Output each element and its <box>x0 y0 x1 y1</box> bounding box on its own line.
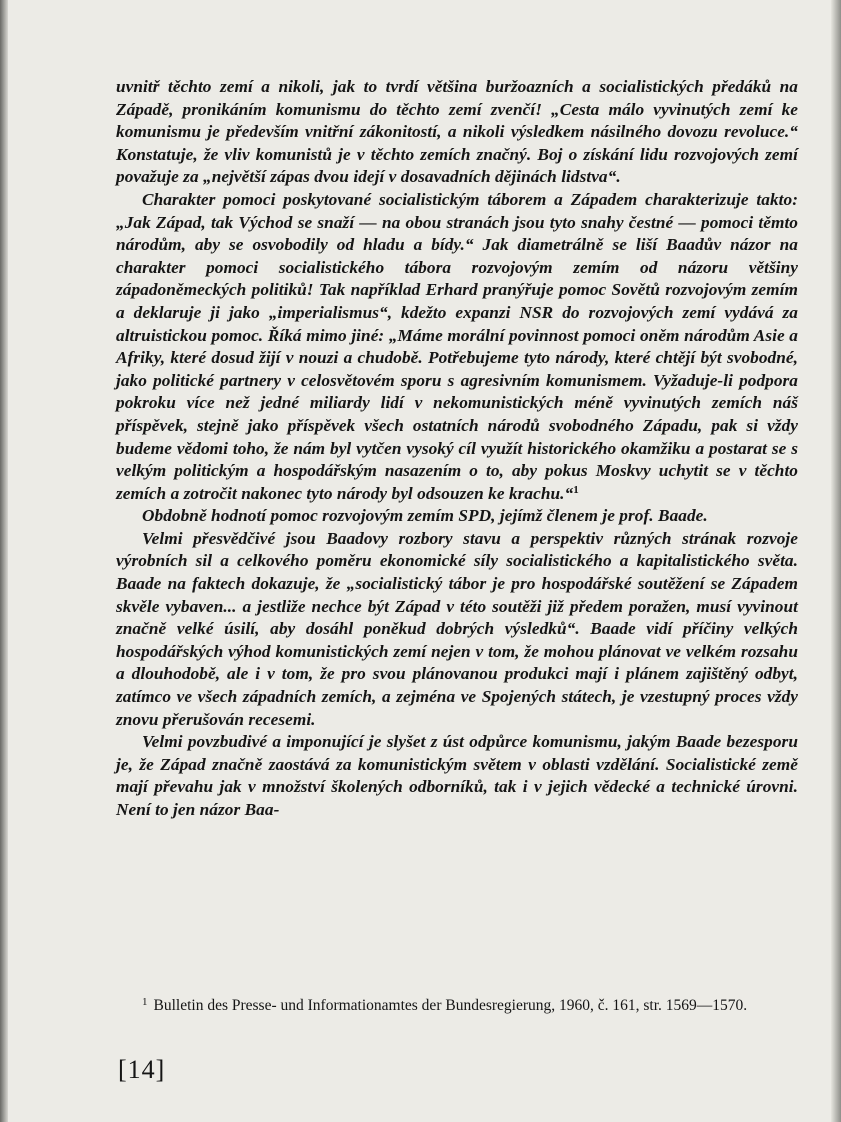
footnote <box>116 992 798 1016</box>
paragraph-2-text: Charakter pomoci poskytované socialistickým táborem a Západem charakterizuje takto: „Jak Západ, tak Východ se snaží — na obou stranách jsou tyto snahy čestné — pomoci těmto národům, aby se osvobodily od hladu a bídy.“ Jak diametrálně se liší Baadův názor na charakter pomoci socialistického tábora rozvojovým zemím od názoru většiny západoněmeckých politiků! Tak například Erhard pranýřuje pomoc Sovětů rozvojovým zemím a deklaruje ji jako „imperialismus“, kdežto expanzi NSR do rozvojových zemí vydává za altruistickou pomoc. Říká mimo jiné: „Máme morální povinnost pomoci oněm národům Asie a Afriky, které dosud žijí v nouzi a chudobě. Potřebujeme tyto národy, které chtějí být svobodné, jako politické partnery v celosvětovém sporu s agresivním komunismem. Vyžaduje-li podpora pokroku více než jedné miliardy lidí v nekomunistických méně vyvinutých zemích náš příspěvek, stejně jako příspěvek všech ostatních národů svobodného Západu, pak si vždy budeme vědomi toho, že nám byl vytčen vysoký cíl využít historického okamžiku a postarat se s velkým politickým a hospodářským nasazením o to, aby pokus Moskvy uchytit se v těchto zemích a zotročit nakonec tyto národy byl odsouzen ke krachu.“ <box>116 189 798 503</box>
body-text <box>116 76 798 822</box>
paragraph-5: Velmi povzbudivé a imponující je slyšet z úst odpůrce komunismu, jakým Baade bezesporu je, že Západ značně zaostává za komunistickým světem v oblasti vzdělání. Socialistické země mají převahu jak v množství školených odborníků, tak i v jejich vědecké a technické úrovni. Není to jen názor Baa- <box>116 732 798 819</box>
paragraph-4: Velmi přesvědčivé jsou Baadovy rozbory stavu a perspektiv různých strának rozvoje výrobních sil a celkového poměru ekonomické síly socialistického a kapitalistického světa. Baade na faktech dokazuje, že „socialistický tábor je pro hospodářské soutěžení se Západem skvěle vybaven... a jestliže nechce být Západ v této soutěži již předem poražen, musí vyvinout značně velké úsilí, aby dosáhl poněkud dobrých výsledků“. Baade vidí příčiny velkých hospodářských výhod komunistických zemí nejen v tom, že mohou plánovat ve velkém rozsahu a dlouhodobě, ale i v tom, že pro svou plánovanou produkci mají i plánem zajištěný odbyt, zatímco ve všech západních zemích, a zejména ve Spojených státech, je vzestupný proces vždy znovu přerušován recesemi. <box>116 528 798 729</box>
paragraph-1: uvnitř těchto zemí a nikoli, jak to tvrdí většina buržoazních a socialistických předáků na Západě, pronikáním komunismu do těchto zemí zvenčí! „Cesta málo vyvinutých zemí ke komunismu je především vnitřní zákonitostí, a nikoli výsledkem násilného dovozu revoluce.“ Konstatuje, že vliv komunistů je v těchto zemích značný. Boj o získání lidu rozvojových zemí považuje za „největší zápas dvou idejí v dosavadních dějinách lidstva“. <box>116 77 798 187</box>
footnote-mark: 1 <box>142 996 148 1008</box>
footnote-reference: 1 <box>573 483 579 496</box>
footnote-text: Bulletin des Presse- und Informationamtes der Bundesregierung, 1960, č. 161, str. 1569—1570. <box>153 997 748 1014</box>
page-number: [14] <box>118 1055 166 1084</box>
paragraph-2 <box>116 189 798 505</box>
page-left-edge <box>0 0 8 1122</box>
page-right-edge <box>831 0 841 1122</box>
paragraph-3: Obdobně hodnotí pomoc rozvojovým zemím SPD, jejímž členem je prof. Baade. <box>142 506 708 526</box>
